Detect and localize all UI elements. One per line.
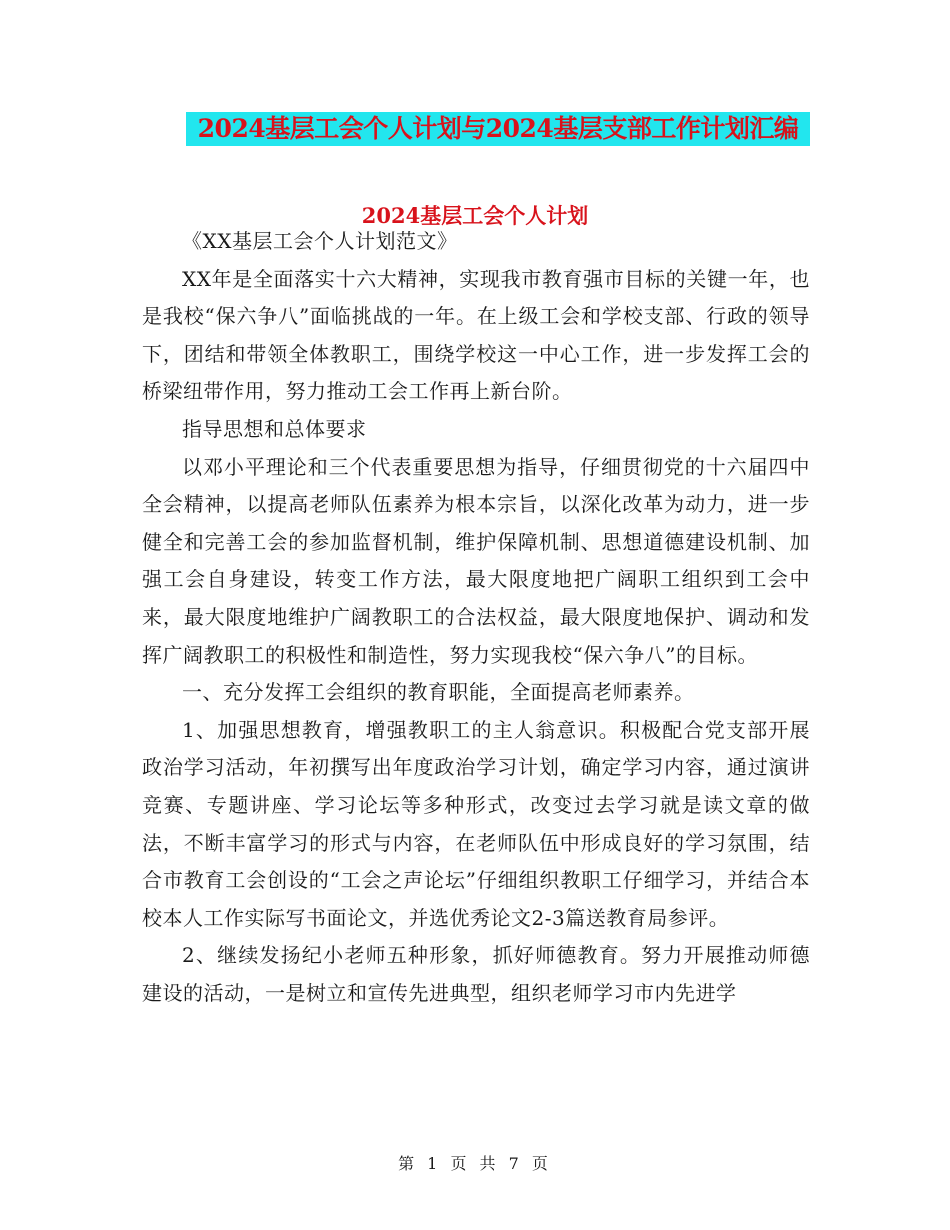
- paragraph-guiding: 以邓小平理论和三个代表重要思想为指导，仔细贯彻党的十六届四中全会精神，以提高老师队伍素养为根本宗旨，以深化改革为动力，进一步健全和完善工会的参加监督机制，维护保障机制、思想道德建设机制、加强工会自身建设，转变工作方法，最大限度地把广阔职工组织到工会中来，最大限度地维护广阔教职工的合法权益，最大限度地保护、调动和发挥广阔教职工的积极性和制造性，努力实现我校“保六争八”的目标。: [142, 454, 810, 667]
- document-body: [142, 223, 810, 1012]
- paragraph-heading-guiding: 指导思想和总体要求: [182, 416, 367, 441]
- document-title: 2024基层工会个人计划与2024基层支部工作计划汇编: [186, 112, 810, 146]
- paragraph-heading-1: 一、充分发挥工会组织的教育职能，全面提高老师素养。: [182, 680, 695, 705]
- paragraph-item-2: 2、继续发扬纪小老师五种形象，抓好师德教育。努力开展推动师德建设的活动，一是树立和宣传先进典型，组织老师学习市内先进学: [142, 943, 810, 1005]
- paragraph-item-1: 1、加强思想教育，增强教职工的主人翁意识。积极配合党支部开展政治学习活动，年初撰写出年度政治学习计划，确定学习内容，通过演讲竞赛、专题讲座、学习论坛等多种形式，改变过去学习就是读文章的做法，不断丰富学习的形式与内容，在老师队伍中形成良好的学习氛围，结合市教育工会创设的“工会之声论坛”仔细组织教职工仔细学习，并结合本校本人工作实际写书面论文，并选优秀论文2-3篇送教育局参评。: [142, 717, 810, 930]
- paragraph-intro: XX年是全面落实十六大精神，实现我市教育强市目标的关键一年，也是我校“保六争八”面临挑战的一年。在上级工会和学校支部、行政的领导下，团结和带领全体教职工，围绕学校这一中心工作，进一步发挥工会的桥梁纽带作用，努力推动工会工作再上新台阶。: [142, 266, 810, 404]
- page-footer: 第 1 页 共 7 页: [398, 1154, 552, 1173]
- section-title: 2024基层工会个人计划: [361, 203, 589, 228]
- source-title: 《XX基层工会个人计划范文》: [182, 229, 458, 253]
